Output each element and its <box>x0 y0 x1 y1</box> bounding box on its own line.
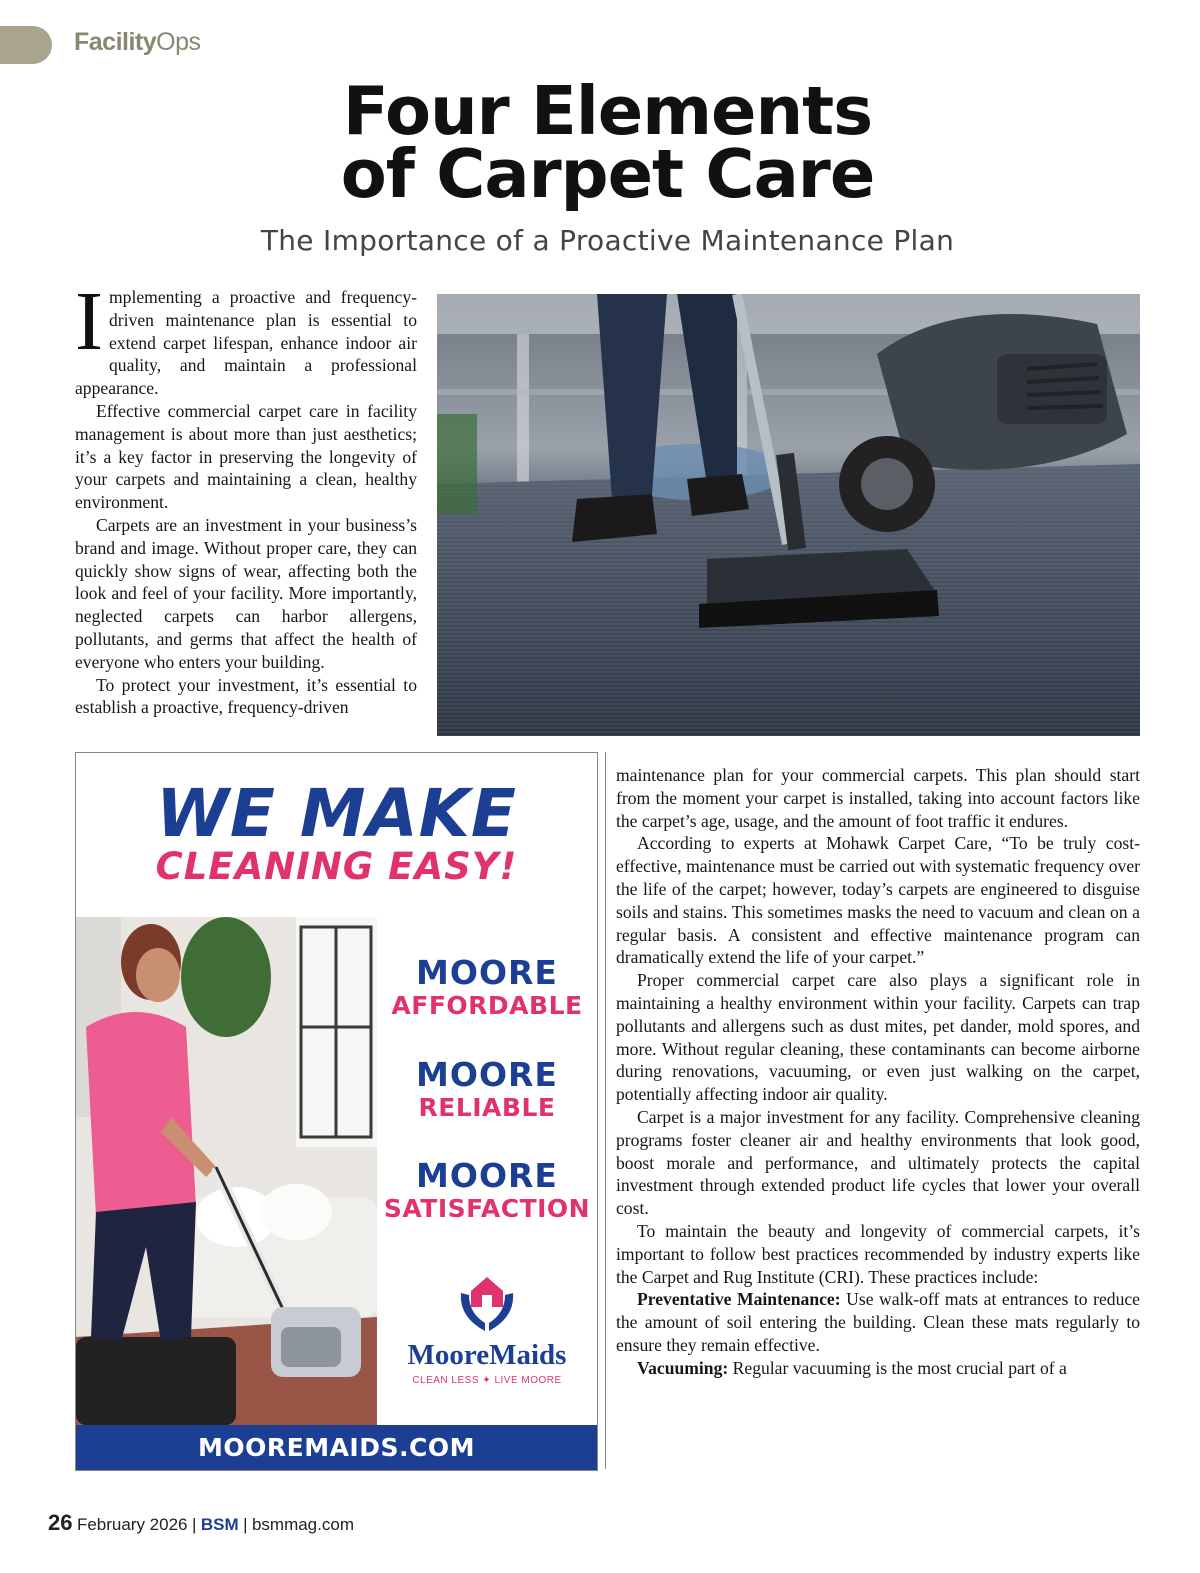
ad-benefit-satisfaction <box>377 1158 597 1224</box>
paragraph-1-text: mplementing a proactive and frequency-driven maintenance plan is essential to extend carpet lifespan, enhance indoor air quality, and maintain a professional appearance. <box>75 287 417 399</box>
vacuuming-text: Regular vacuuming is the most crucial part of a <box>728 1357 1067 1378</box>
footer-separator: | <box>191 1515 197 1534</box>
ad-brand-name: MooreMaids <box>407 1339 567 1371</box>
ad-brand-tagline: CLEAN LESS ✦ LIVE MOORE <box>412 1375 562 1386</box>
vacuuming-lead: Vacuuming: <box>637 1357 729 1378</box>
mooremaids-advertisement[interactable] <box>75 752 598 1471</box>
ad-headline-2: CLEANING EASY! <box>155 845 518 888</box>
paragraph-2: Effective commercial carpet care in facility management is about more than just aesthetics; it’s a key factor in preserving the longevity of your carpets and maintaining a clean, healthy environment. <box>75 400 417 513</box>
paragraph-4-start: To protect your investment, it’s essential to establish a proactive, frequency-driven <box>75 674 417 718</box>
preventative-lead: Preventative Maintenance: <box>637 1289 841 1310</box>
column-divider <box>605 752 606 1469</box>
article-title <box>0 72 1200 213</box>
preventative-text: Use walk-off mats at entrances to reduce the amount of soil entering the building. Clean these mats regularly to ensure they remain effective. <box>616 1289 1140 1355</box>
paragraph-preventative <box>616 1288 1140 1356</box>
section-tab <box>0 26 52 64</box>
right-column <box>616 764 1140 1476</box>
ad-benefit-word: MOORE <box>416 1156 558 1195</box>
ad-headline-1: WE MAKE <box>156 775 517 852</box>
section-label-light: Ops <box>156 28 201 56</box>
footer-separator-2: | <box>243 1515 248 1534</box>
paragraph-6: Proper commercial carpet care also plays a significant role in maintaining a healthy environment within your facility. Carpets can trap pollutants and allergens such as dust mites, pet dander, mold spores, and more. Without regular cleaning, these contaminants can become airborne during renovations, vacuuming, or even just walking on the carpet, potentially affecting indoor air quality. <box>616 970 1140 1105</box>
article-subtitle: The Importance of a Proactive Maintenance Plan <box>260 224 955 257</box>
publication-website[interactable]: bsmmag.com <box>251 1515 354 1534</box>
paragraph-1 <box>75 286 417 400</box>
carpet-vacuum-illustration <box>437 294 1140 736</box>
ad-benefit-reliable <box>377 1057 597 1123</box>
issue-date: February 2026 <box>76 1515 188 1534</box>
ad-cleaner-illustration <box>76 917 377 1425</box>
drop-cap: I <box>75 286 103 368</box>
ad-benefit-sub: AFFORDABLE <box>391 991 583 1020</box>
paragraph-5: According to experts at Mohawk Carpet Care, “To be truly cost-effective, maintenance must be carried out with systematic frequency over the life of the carpet; however, today’s carpets are engineered to disguise soils and stains. This sometimes masks the need to vacuum and clean on a regular basis. A consistent and effective maintenance program can dramatically extend the life of your carpet.” <box>616 833 1140 968</box>
ad-benefit-sub: RELIABLE <box>418 1093 556 1122</box>
ad-cleaner-photo <box>76 917 377 1425</box>
publication-name: BSM <box>200 1515 239 1534</box>
house-hands-logo-icon <box>457 1273 517 1337</box>
page-number: 26 <box>48 1510 73 1535</box>
ad-website-link[interactable]: MOOREMAIDS.COM <box>198 1433 475 1462</box>
ad-benefit-word: MOORE <box>416 1055 558 1094</box>
carpet-vacuum-photo <box>437 294 1140 736</box>
page-footer <box>48 1510 354 1536</box>
paragraph-3: Carpets are an investment in your business’s brand and image. Without proper care, they can quickly show signs of wear, affecting both the look and feel of your facility. More importantly, neglected carpets can harbor allergens, pollutants, and germs that affect the health of everyone who enters your building. <box>75 514 417 672</box>
ad-benefit-affordable <box>377 955 597 1021</box>
paragraph-vacuuming <box>616 1357 1140 1380</box>
paragraph-8: To maintain the beauty and longevity of commercial carpets, it’s important to follow best practices recommended by industry experts like the Carpet and Rug Institute (CRI). These practices include: <box>616 1220 1140 1287</box>
title-line-2: of Carpet Care <box>340 135 875 213</box>
section-label <box>74 28 201 57</box>
title-line-1: Four Elements <box>342 72 873 150</box>
paragraph-4-continued: maintenance plan for your commercial carpets. This plan should start from the moment your carpet is installed, taking into account factors like the carpet’s age, usage, and the amount of foot traffic it endures. <box>616 765 1140 831</box>
section-label-bold: Facility <box>74 28 157 56</box>
left-column <box>75 286 417 742</box>
ad-benefit-sub: SATISFACTION <box>383 1194 591 1223</box>
ad-footer-bar[interactable] <box>76 1425 597 1470</box>
paragraph-7: Carpet is a major investment for any facility. Comprehensive cleaning programs foster cleaner air and healthy environments that look good, boost morale and performance, and ultimately protects the capital investment through extended product life cycles that lower your overall cost. <box>616 1106 1140 1219</box>
ad-benefit-word: MOORE <box>416 953 558 992</box>
ad-benefits-panel <box>377 917 597 1425</box>
